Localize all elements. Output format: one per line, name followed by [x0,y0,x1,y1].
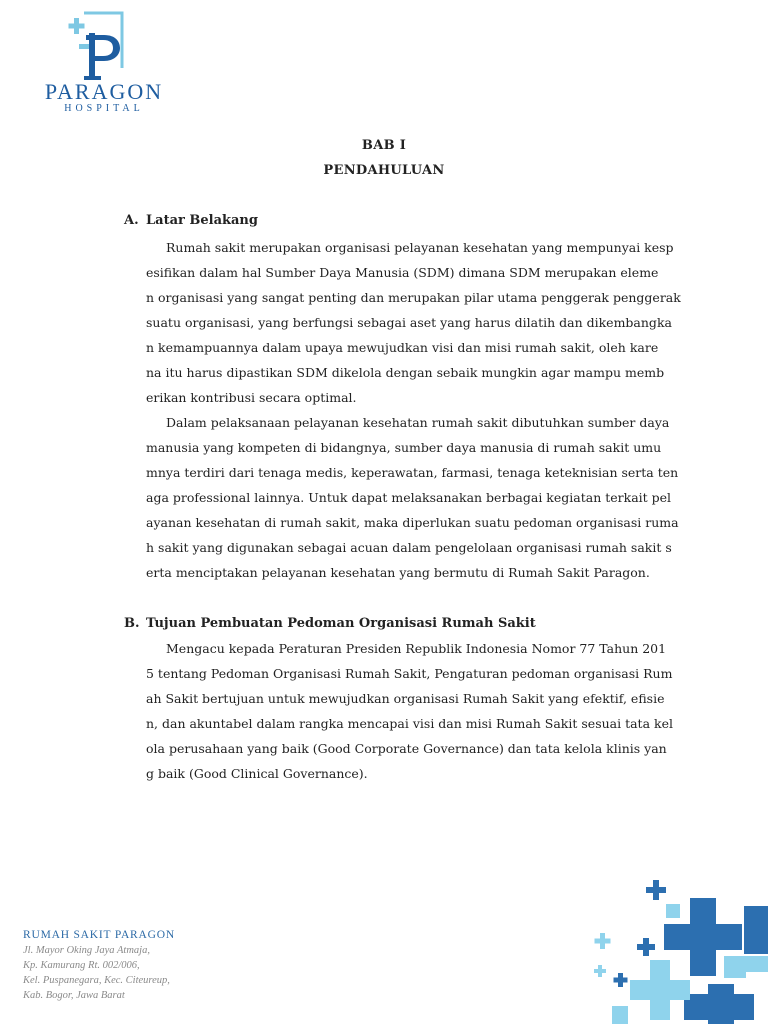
section-b-paragraph-1 [146,636,673,786]
paragraph-line: n organisasi yang sangat penting dan merupakan pilar utama penggerak penggerak [146,290,681,305]
paragraph-line: ayanan kesehatan di rumah sakit, maka diperlukan suatu pedoman organisasi ruma [146,515,679,530]
chapter-number: BAB I [361,138,407,153]
paragraph-line: Mengacu kepada Peraturan Presiden Republik Indonesia Nomor 77 Tahun 201 [166,641,667,656]
footer-address-line: Kp. Kamurang Rt. 002/006, [23,960,140,971]
paragraph-line: 5 tentang Pedoman Organisasi Rumah Sakit, Pengaturan pedoman organisasi Rum [146,666,673,681]
paragraph-line: ah Sakit bertujuan untuk mewujudkan organisasi Rumah Sakit yang efektif, efisie [146,691,665,706]
paragraph-line: esifikan dalam hal Sumber Daya Manusia (SDM) dimana SDM merupakan eleme [146,265,659,280]
paragraph-line: manusia yang kompeten di bidangnya, sumber daya manusia di rumah sakit umu [146,440,662,455]
paragraph-line: Dalam pelaksanaan pelayanan kesehatan rumah sakit dibutuhkan sumber daya [166,415,670,430]
section-letter: A. [124,213,139,228]
footer-address-line: Kab. Bogor, Jawa Barat [23,990,125,1001]
footer-address-block [23,929,175,1003]
paragraph-line: n kemampuannya dalam upaya mewujudkan visi dan misi rumah sakit, oleh kare [146,340,659,355]
hospital-logo [0,0,200,125]
paragraph-line: na itu harus dipastikan SDM dikelola dengan sebaik mungkin agar mampu memb [146,365,665,380]
logo-name: PARAGON [44,79,164,104]
footer-address-line: Kel. Puspanegara, Kec. Citeureup, [23,975,170,986]
paragraph-line: erta menciptakan pelayanan kesehatan yang bermutu di Rumah Sakit Paragon. [146,565,650,580]
paragraph-line: erikan kontribusi secara optimal. [146,390,357,405]
footer-address-line: Jl. Mayor Oking Jaya Atmaja, [23,945,150,956]
paragraph-line: h sakit yang digunakan sebagai acuan dalam pengelolaan organisasi rumah sakit s [146,540,672,555]
logo-subtitle: HOSPITAL [64,103,144,114]
section-a-paragraph-1 [146,235,681,410]
section-letter: B. [124,616,140,631]
decorative-crosses-graphic [590,876,768,1024]
section-heading-text: Latar Belakang [146,213,258,228]
paragraph-line: n, dan akuntabel dalam rangka mencapai visi dan misi Rumah Sakit sesuai tata kel [146,716,673,731]
paragraph-line: Rumah sakit merupakan organisasi pelayanan kesehatan yang mempunyai kesp [166,240,674,255]
footer-title: RUMAH SAKIT PARAGON [23,929,175,941]
paragraph-line: suatu organisasi, yang berfungsi sebagai aset yang harus dilatih dan dikembangka [146,315,672,330]
section-b-heading [124,616,536,631]
section-a-paragraph-2 [146,410,679,585]
paragraph-line: mnya terdiri dari tenaga medis, keperawatan, farmasi, tenaga keteknisian serta ten [146,465,679,480]
section-a-heading [124,213,258,228]
paragraph-line: g baik (Good Clinical Governance). [146,766,368,781]
paragon-cross-p-icon [64,10,144,82]
chapter-title: PENDAHULUAN [323,163,445,178]
paragraph-line: ola perusahaan yang baik (Good Corporate Governance) dan tata kelola klinis yan [146,741,667,756]
paragraph-line: aga professional lainnya. Untuk dapat melaksanakan berbagai kegiatan terkait pel [146,490,672,505]
section-heading-text: Tujuan Pembuatan Pedoman Organisasi Rumah Sakit [146,616,536,631]
